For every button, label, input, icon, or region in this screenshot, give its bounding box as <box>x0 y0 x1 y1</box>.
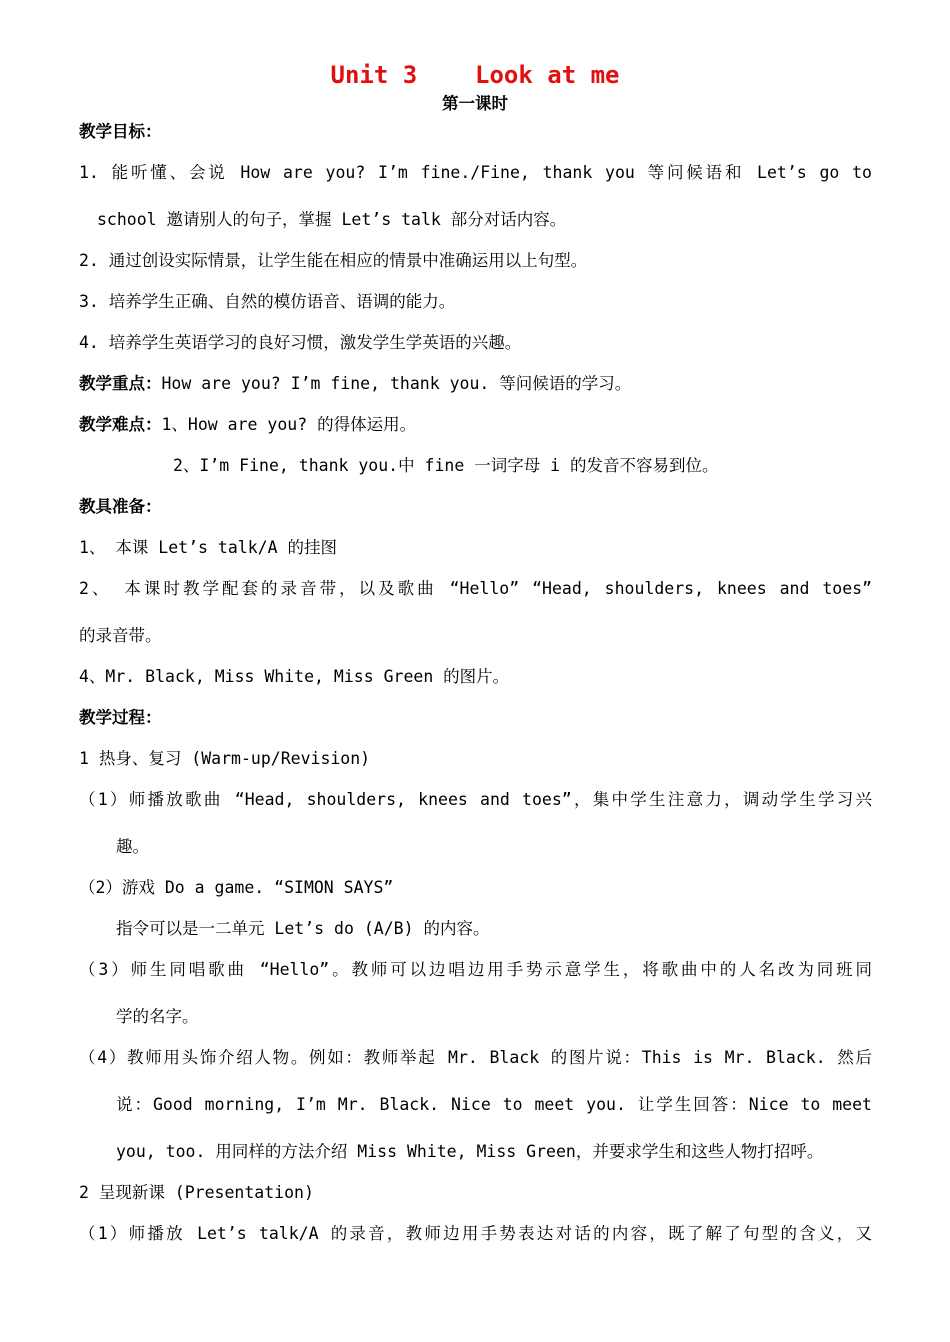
difficult-point <box>79 414 416 436</box>
process-step-2: 2 呈现新课 (Presentation) <box>79 1183 314 1202</box>
step2-item-1-line-1: （1）师播放 Let’s talk/A 的录音，教师边用手势表达对话的内容，既了解了句型的含义，又 <box>79 1224 872 1243</box>
difficult-point-text-2: 2、I’m Fine, thank you.中 fine 一词字母 i 的发音不容易到位。 <box>173 456 719 475</box>
goal-item-4: 4. 培养学生英语学习的良好习惯，激发学生学英语的兴趣。 <box>79 333 522 352</box>
step1-item-4-line-2: 说：Good morning, I’m Mr. Black. Nice to meet you. 让学生回答：Nice to meet <box>116 1095 872 1114</box>
step1-item-3-line-1: （3）师生同唱歌曲 “Hello”。教师可以边唱边用手势示意学生，将歌曲中的人名改为同班同 <box>79 960 872 979</box>
material-item-2-line-1: 2、 本课时教学配套的录音带，以及歌曲 “Hello” “Head, shoulders, knees and toes” <box>79 579 872 598</box>
step1-item-1-line-2: 趣。 <box>116 837 149 856</box>
step1-item-2-line-2: 指令可以是一二单元 Let’s do (A/B) 的内容。 <box>116 919 490 938</box>
lesson-subtitle: 第一课时 <box>442 94 508 113</box>
material-item-4: 4、Mr. Black, Miss White, Miss Green 的图片。 <box>79 667 510 686</box>
goal-item-1-line-2: school 邀请别人的句子，掌握 Let’s talk 部分对话内容。 <box>97 210 567 229</box>
process-heading: 教学过程： <box>79 708 162 727</box>
key-point-text: How are you? I’m fine, thank you. 等问候语的学习。 <box>161 374 632 393</box>
difficult-point-label: 教学难点： <box>79 415 162 434</box>
material-item-1: 1、 本课 Let’s talk/A 的挂图 <box>79 538 337 557</box>
step1-item-1-line-1: （1）师播放歌曲 “Head, shoulders, knees and toes”，集中学生注意力，调动学生学习兴 <box>79 790 872 809</box>
goal-item-2: 2. 通过创设实际情景，让学生能在相应的情景中准确运用以上句型。 <box>79 251 588 270</box>
goals-heading: 教学目标： <box>79 122 162 141</box>
step1-item-4-line-3: you, too. 用同样的方法介绍 Miss White, Miss Green，并要求学生和这些人物打招呼。 <box>116 1142 824 1161</box>
materials-heading: 教具准备： <box>79 497 162 516</box>
step1-item-2-line-1: （2）游戏 Do a game. “SIMON SAYS” <box>79 878 394 897</box>
step1-item-4-line-1: （4）教师用头饰介绍人物。例如：教师举起 Mr. Black 的图片说：This is Mr. Black. 然后 <box>79 1048 872 1067</box>
unit-title: Unit 3 Look at me <box>330 61 620 89</box>
key-point-label: 教学重点： <box>79 374 162 393</box>
material-item-2-line-2: 的录音带。 <box>79 626 162 645</box>
step1-item-3-line-2: 学的名字。 <box>116 1007 199 1026</box>
process-step-1: 1 热身、复习 (Warm-up/Revision) <box>79 749 371 768</box>
goal-item-3: 3. 培养学生正确、自然的模仿语音、语调的能力。 <box>79 292 456 311</box>
key-point <box>79 373 631 395</box>
goal-item-1-line-1: 1. 能听懂、会说 How are you? I’m fine./Fine, thank you 等问候语和 Let’s go to <box>79 163 872 182</box>
difficult-point-text-1: 1、How are you? 的得体运用。 <box>161 415 417 434</box>
